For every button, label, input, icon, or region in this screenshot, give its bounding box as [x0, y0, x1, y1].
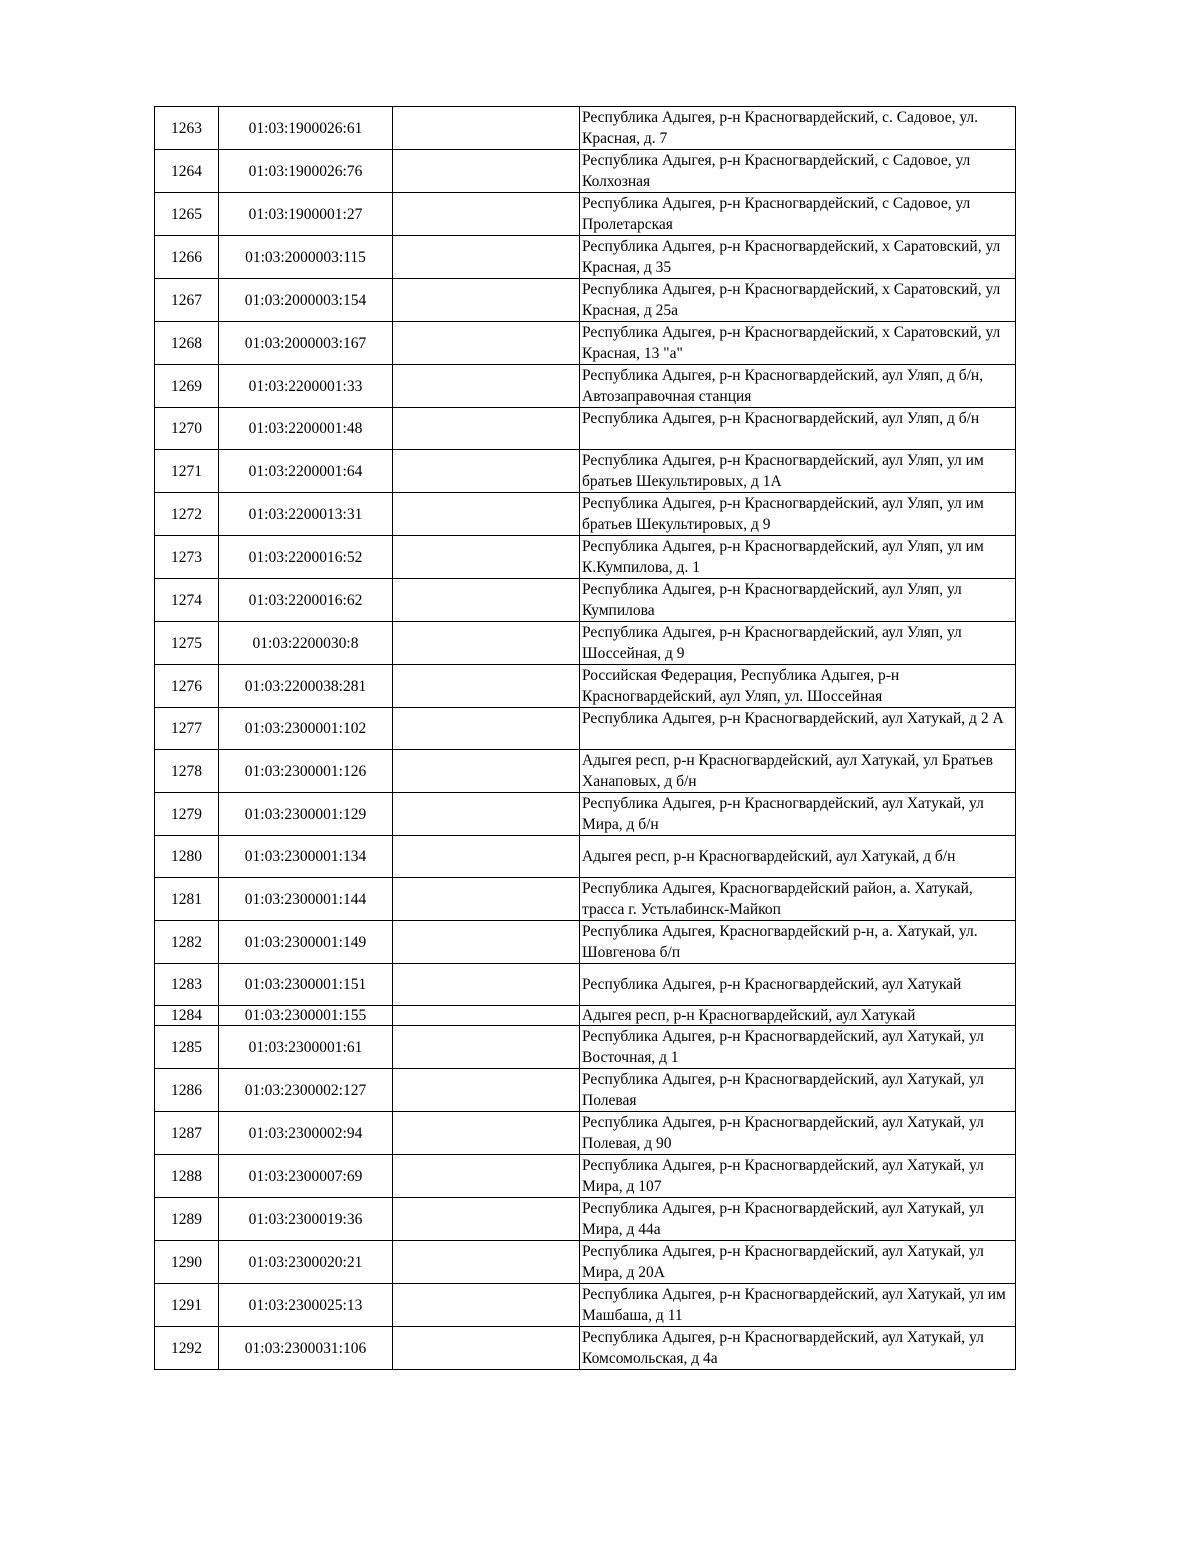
- address-cell: Республика Адыгея, р-н Красногвардейский, аул Уляп, д б/н: [580, 408, 1016, 450]
- address-cell: Адыгея респ, р-н Красногвардейский, аул Хатукай: [580, 1006, 1016, 1026]
- address-cell: Республика Адыгея, р-н Красногвардейский, аул Хатукай, ул Комсомольская, д 4а: [580, 1327, 1016, 1370]
- empty-cell: [393, 921, 580, 964]
- cadastral-table: [154, 106, 1016, 1370]
- row-number-cell: 1284: [155, 1006, 219, 1026]
- table-row: [155, 878, 1016, 921]
- empty-cell: [393, 493, 580, 536]
- cadastral-number-cell: 01:03:1900026:76: [219, 150, 393, 193]
- cadastral-number-cell: 01:03:2300001:149: [219, 921, 393, 964]
- row-number-cell: 1277: [155, 708, 219, 750]
- empty-cell: [393, 622, 580, 665]
- address-cell: Республика Адыгея, р-н Красногвардейский, аул Хатукай, ул Мира, д б/н: [580, 793, 1016, 836]
- address-cell: Республика Адыгея, р-н Красногвардейский, аул Хатукай, ул Мира, д 44а: [580, 1198, 1016, 1241]
- address-cell: Республика Адыгея, р-н Красногвардейский, аул Уляп, ул им братьев Шекультировых, д 1А: [580, 450, 1016, 493]
- row-number-cell: 1272: [155, 493, 219, 536]
- cadastral-number-cell: 01:03:2300001:144: [219, 878, 393, 921]
- row-number-cell: 1264: [155, 150, 219, 193]
- cadastral-number-cell: 01:03:2200013:31: [219, 493, 393, 536]
- cadastral-number-cell: 01:03:2300001:134: [219, 836, 393, 878]
- cadastral-number-cell: 01:03:2300019:36: [219, 1198, 393, 1241]
- row-number-cell: 1279: [155, 793, 219, 836]
- cadastral-number-cell: 01:03:2300001:129: [219, 793, 393, 836]
- table-row: [155, 750, 1016, 793]
- empty-cell: [393, 193, 580, 236]
- row-number-cell: 1289: [155, 1198, 219, 1241]
- row-number-cell: 1268: [155, 322, 219, 365]
- empty-cell: [393, 322, 580, 365]
- row-number-cell: 1283: [155, 964, 219, 1006]
- empty-cell: [393, 408, 580, 450]
- address-cell: Республика Адыгея, р-н Красногвардейский, аул Уляп, ул им братьев Шекультировых, д 9: [580, 493, 1016, 536]
- address-cell: Республика Адыгея, р-н Красногвардейский, с Садовое, ул Колхозная: [580, 150, 1016, 193]
- table-row: [155, 793, 1016, 836]
- empty-cell: [393, 1112, 580, 1155]
- address-cell: Республика Адыгея, Красногвардейский район, а. Хатукай, трасса г. Устьлабинск-Майкоп: [580, 878, 1016, 921]
- cadastral-number-cell: 01:03:2000003:154: [219, 279, 393, 322]
- cadastral-number-cell: 01:03:2200030:8: [219, 622, 393, 665]
- row-number-cell: 1271: [155, 450, 219, 493]
- cadastral-number-cell: 01:03:2300001:61: [219, 1026, 393, 1069]
- row-number-cell: 1286: [155, 1069, 219, 1112]
- cadastral-number-cell: 01:03:2300025:13: [219, 1284, 393, 1327]
- cadastral-number-cell: 01:03:2200001:64: [219, 450, 393, 493]
- empty-cell: [393, 1069, 580, 1112]
- row-number-cell: 1285: [155, 1026, 219, 1069]
- address-cell: Республика Адыгея, р-н Красногвардейский, аул Хатукай, ул Полевая, д 90: [580, 1112, 1016, 1155]
- address-cell: Республика Адыгея, Красногвардейский р-н, а. Хатукай, ул. Шовгенова б/п: [580, 921, 1016, 964]
- table-body: [155, 107, 1016, 1370]
- cadastral-number-cell: 01:03:2200001:48: [219, 408, 393, 450]
- row-number-cell: 1278: [155, 750, 219, 793]
- address-cell: Республика Адыгея, р-н Красногвардейский, с Садовое, ул Пролетарская: [580, 193, 1016, 236]
- address-cell: Республика Адыгея, р-н Красногвардейский, с. Садовое, ул. Красная, д. 7: [580, 107, 1016, 150]
- table-row: [155, 665, 1016, 708]
- address-cell: Республика Адыгея, р-н Красногвардейский, аул Хатукай: [580, 964, 1016, 1006]
- table-row: [155, 921, 1016, 964]
- row-number-cell: 1291: [155, 1284, 219, 1327]
- empty-cell: [393, 1026, 580, 1069]
- cadastral-number-cell: 01:03:2200001:33: [219, 365, 393, 408]
- row-number-cell: 1273: [155, 536, 219, 579]
- table-row: [155, 1241, 1016, 1284]
- cadastral-number-cell: 01:03:2200016:52: [219, 536, 393, 579]
- empty-cell: [393, 1006, 580, 1026]
- cadastral-number-cell: 01:03:2200038:281: [219, 665, 393, 708]
- empty-cell: [393, 708, 580, 750]
- cadastral-number-cell: 01:03:2300001:126: [219, 750, 393, 793]
- row-number-cell: 1269: [155, 365, 219, 408]
- table-row: [155, 193, 1016, 236]
- row-number-cell: 1280: [155, 836, 219, 878]
- table-row: [155, 1198, 1016, 1241]
- empty-cell: [393, 793, 580, 836]
- table-row: [155, 1327, 1016, 1370]
- address-cell: Республика Адыгея, р-н Красногвардейский, х Саратовский, ул Красная, д 25а: [580, 279, 1016, 322]
- table-row: [155, 107, 1016, 150]
- cadastral-number-cell: 01:03:2300001:155: [219, 1006, 393, 1026]
- row-number-cell: 1267: [155, 279, 219, 322]
- cadastral-number-cell: 01:03:1900026:61: [219, 107, 393, 150]
- address-cell: Республика Адыгея, р-н Красногвардейский, х Саратовский, ул Красная, д 35: [580, 236, 1016, 279]
- empty-cell: [393, 365, 580, 408]
- empty-cell: [393, 107, 580, 150]
- address-cell: Республика Адыгея, р-н Красногвардейский, х Саратовский, ул Красная, 13 "а": [580, 322, 1016, 365]
- row-number-cell: 1276: [155, 665, 219, 708]
- address-cell: Адыгея респ, р-н Красногвардейский, аул Хатукай, д б/н: [580, 836, 1016, 878]
- empty-cell: [393, 1284, 580, 1327]
- cadastral-number-cell: 01:03:2000003:167: [219, 322, 393, 365]
- table-row: [155, 1069, 1016, 1112]
- address-cell: Республика Адыгея, р-н Красногвардейский, аул Хатукай, ул Полевая: [580, 1069, 1016, 1112]
- cadastral-number-cell: 01:03:2300002:127: [219, 1069, 393, 1112]
- address-cell: Республика Адыгея, р-н Красногвардейский, аул Хатукай, д 2 А: [580, 708, 1016, 750]
- table-row: [155, 322, 1016, 365]
- address-cell: Адыгея респ, р-н Красногвардейский, аул Хатукай, ул Братьев Ханаповых, д б/н: [580, 750, 1016, 793]
- cadastral-number-cell: 01:03:2000003:115: [219, 236, 393, 279]
- cadastral-number-cell: 01:03:2300002:94: [219, 1112, 393, 1155]
- table-row: [155, 579, 1016, 622]
- cadastral-number-cell: 01:03:2300020:21: [219, 1241, 393, 1284]
- cadastral-number-cell: 01:03:1900001:27: [219, 193, 393, 236]
- row-number-cell: 1287: [155, 1112, 219, 1155]
- address-cell: Республика Адыгея, р-н Красногвардейский, аул Уляп, ул им К.Кумпилова, д. 1: [580, 536, 1016, 579]
- table-row: [155, 1284, 1016, 1327]
- empty-cell: [393, 150, 580, 193]
- cadastral-number-cell: 01:03:2200016:62: [219, 579, 393, 622]
- address-cell: Республика Адыгея, р-н Красногвардейский, аул Уляп, ул Шоссейная, д 9: [580, 622, 1016, 665]
- address-cell: Республика Адыгея, р-н Красногвардейский, аул Уляп, ул Кумпилова: [580, 579, 1016, 622]
- empty-cell: [393, 964, 580, 1006]
- row-number-cell: 1274: [155, 579, 219, 622]
- table-row: [155, 365, 1016, 408]
- address-cell: Республика Адыгея, р-н Красногвардейский, аул Хатукай, ул Мира, д 107: [580, 1155, 1016, 1198]
- empty-cell: [393, 1198, 580, 1241]
- table-row: [155, 450, 1016, 493]
- empty-cell: [393, 878, 580, 921]
- empty-cell: [393, 665, 580, 708]
- row-number-cell: 1282: [155, 921, 219, 964]
- table-row: [155, 150, 1016, 193]
- empty-cell: [393, 236, 580, 279]
- row-number-cell: 1263: [155, 107, 219, 150]
- row-number-cell: 1292: [155, 1327, 219, 1370]
- row-number-cell: 1281: [155, 878, 219, 921]
- address-cell: Республика Адыгея, р-н Красногвардейский, аул Хатукай, ул Восточная, д 1: [580, 1026, 1016, 1069]
- row-number-cell: 1275: [155, 622, 219, 665]
- cadastral-number-cell: 01:03:2300007:69: [219, 1155, 393, 1198]
- empty-cell: [393, 279, 580, 322]
- table-row: [155, 279, 1016, 322]
- table-row: [155, 1006, 1016, 1026]
- empty-cell: [393, 1155, 580, 1198]
- table-row: [155, 1112, 1016, 1155]
- address-cell: Российская Федерация, Республика Адыгея, р-н Красногвардейский, аул Уляп, ул. Шоссейная: [580, 665, 1016, 708]
- row-number-cell: 1288: [155, 1155, 219, 1198]
- table-row: [155, 493, 1016, 536]
- table-row: [155, 622, 1016, 665]
- empty-cell: [393, 579, 580, 622]
- table-row: [155, 236, 1016, 279]
- empty-cell: [393, 536, 580, 579]
- table-row: [155, 1026, 1016, 1069]
- empty-cell: [393, 1327, 580, 1370]
- address-cell: Республика Адыгея, р-н Красногвардейский, аул Хатукай, ул Мира, д 20А: [580, 1241, 1016, 1284]
- table-row: [155, 536, 1016, 579]
- row-number-cell: 1266: [155, 236, 219, 279]
- table-row: [155, 1155, 1016, 1198]
- table-row: [155, 408, 1016, 450]
- empty-cell: [393, 750, 580, 793]
- empty-cell: [393, 836, 580, 878]
- address-cell: Республика Адыгея, р-н Красногвардейский, аул Хатукай, ул им Машбаша, д 11: [580, 1284, 1016, 1327]
- cadastral-number-cell: 01:03:2300001:151: [219, 964, 393, 1006]
- row-number-cell: 1270: [155, 408, 219, 450]
- table-row: [155, 708, 1016, 750]
- address-cell: Республика Адыгея, р-н Красногвардейский, аул Уляп, д б/н, Автозаправочная станция: [580, 365, 1016, 408]
- table-row: [155, 964, 1016, 1006]
- row-number-cell: 1290: [155, 1241, 219, 1284]
- empty-cell: [393, 1241, 580, 1284]
- empty-cell: [393, 450, 580, 493]
- row-number-cell: 1265: [155, 193, 219, 236]
- table-row: [155, 836, 1016, 878]
- cadastral-number-cell: 01:03:2300031:106: [219, 1327, 393, 1370]
- cadastral-number-cell: 01:03:2300001:102: [219, 708, 393, 750]
